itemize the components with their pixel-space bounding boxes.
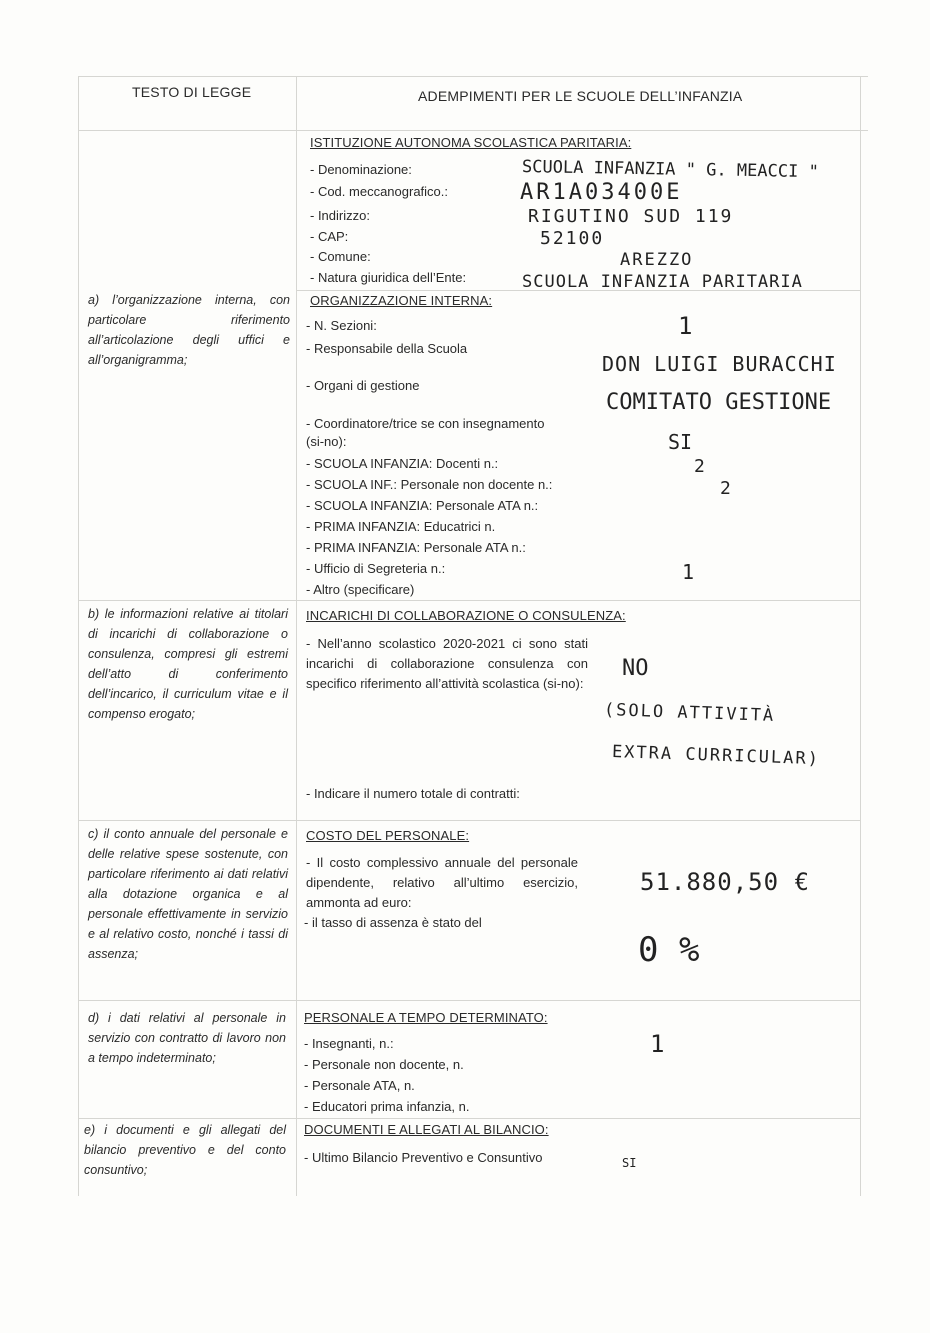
field-costo-text: - Il costo complessivo annuale del personale dipendente, relativo all’ultimo esercizio, ammonta ad euro: [306,855,578,910]
handwritten-responsabile: DON LUIGI BURACCHI [602,352,837,376]
field-ata-td: - Personale ATA, n. [304,1078,415,1093]
handwritten-coordinatore: SI [668,430,693,454]
field-natura-giuridica: - Natura giuridica dell’Ente: [310,270,467,285]
handwritten-docenti: 2 [694,456,705,477]
law-text-c: c) il conto annuale del personale e delle relative spese sostenute, con particolare riferimento ai dati relativi alla dotazione organica e al personale effettivamente in servizio e al relativo costo, nonché i tassi di assenza; [88,827,288,961]
field-cod-meccanografico: - Cod. meccanografico.: [310,184,449,199]
field-altro: - Altro (specificare) [306,582,415,597]
field-cap: - CAP: [310,229,349,244]
table-top-border [78,76,868,77]
field-incarichi-text: - Nell’anno scolastico 2020-2021 ci sono stati incarichi di collaborazione consulenza con specifico riferimento all’attività scolastica (si-no): [306,636,588,691]
field-educatori-td: - Educatori prima infanzia, n. [304,1099,470,1114]
handwritten-organi: COMITATO GESTIONE [606,390,832,415]
handwritten-note-1: (SOLO ATTIVITÀ [603,700,776,726]
field-organi-gestione: - Organi di gestione [306,378,420,393]
field-coordinatore-sino: (si-no): [306,434,347,449]
field-comune: - Comune: [310,249,371,264]
field-docenti: - SCUOLA INFANZIA: Docenti n.: [306,456,499,471]
field-tasso-assenza: - il tasso di assenza è stato del [304,915,482,930]
row-divider-b [78,600,860,601]
field-prima-infanzia-ata: - PRIMA INFANZIA: Personale ATA n.: [306,540,526,555]
field-personale-ata: - SCUOLA INFANZIA: Personale ATA n.: [306,498,539,513]
field-segreteria: - Ufficio di Segreteria n.: [306,561,446,576]
handwritten-denominazione: SCUOLA INFANZIA " G. MEACCI " [521,157,819,183]
field-denominazione: - Denominazione: [310,162,412,177]
handwritten-costo: 51.880,50 € [640,868,810,896]
section-title-istituzione: ISTITUZIONE AUTONOMA SCOLASTICA PARITARIA: [310,135,632,150]
field-totale-contratti: - Indicare il numero totale di contratti: [306,786,520,801]
handwritten-note-2: EXTRA CURRICULAR) [611,742,821,770]
handwritten-comune: AREZZO [620,250,694,270]
field-responsabile: - Responsabile della Scuola [306,341,468,356]
field-educatrici: - PRIMA INFANZIA: Educatrici n. [306,519,496,534]
row-divider-d [78,1000,860,1001]
handwritten-sezioni: 1 [678,312,693,340]
section-title-tempo-determinato: PERSONALE A TEMPO DETERMINATO: [304,1010,548,1025]
section-title-organizzazione: ORGANIZZAZIONE INTERNA: [310,293,493,308]
law-text-d: d) i dati relativi al personale in servizio con contratto di lavoro non a tempo indeterminato; [88,1011,286,1065]
section-title-incarichi: INCARICHI DI COLLABORAZIONE O CONSULENZA: [306,608,626,623]
field-indirizzo: - Indirizzo: [310,208,370,223]
section-title-costo-personale: COSTO DEL PERSONALE: [306,828,470,843]
table-right-border [860,76,861,1196]
handwritten-non-docente: 2 [720,478,731,499]
law-text-b: b) le informazioni relative ai titolari di incarichi di collaborazione o consulenza, compresi gli estremi dell’atto di conferimento dell’incarico, il curriculum vitae e il compenso erogato; [88,607,288,721]
field-non-docente: - SCUOLA INF.: Personale non docente n.: [306,477,553,492]
field-non-docente-td: - Personale non docente, n. [304,1057,464,1072]
field-insegnanti: - Insegnanti, n.: [304,1036,394,1051]
header-adempimenti: ADEMPIMENTI PER LE SCUOLE DELL’INFANZIA [418,88,743,104]
header-divider [78,130,868,131]
handwritten-cap: 52100 [540,228,605,249]
field-coordinatore: - Coordinatore/trice se con insegnamento [306,416,545,431]
handwritten-indirizzo: RIGUTINO SUD 119 [528,206,734,227]
field-n-sezioni: - N. Sezioni: [306,318,377,333]
law-text-e: e) i documenti e gli allegati del bilancio preventivo e del conto consuntivo; [84,1123,286,1177]
law-text-a: a) l’organizzazione interna, con particolare riferimento all’articolazione degli uffici e all’organigramma; [88,293,290,367]
handwritten-segreteria: 1 [682,560,695,584]
header-testo-di-legge: TESTO DI LEGGE [132,84,252,100]
row-divider-e [78,1118,860,1119]
handwritten-tasso: 0 % [638,930,700,970]
handwritten-incarichi-answer: NO [622,656,649,681]
table-left-border [78,76,79,1196]
handwritten-bilancio-answer: SI [622,1156,637,1170]
handwritten-cod-meccanografico: AR1A03400E [520,180,683,205]
column-divider [296,76,297,1196]
row-divider-c [78,820,860,821]
handwritten-natura: SCUOLA INFANZIA PARITARIA [522,272,803,292]
section-title-documenti: DOCUMENTI E ALLEGATI AL BILANCIO: [304,1122,549,1137]
field-bilancio: - Ultimo Bilancio Preventivo e Consuntivo [304,1150,543,1165]
handwritten-insegnanti: 1 [650,1030,665,1058]
